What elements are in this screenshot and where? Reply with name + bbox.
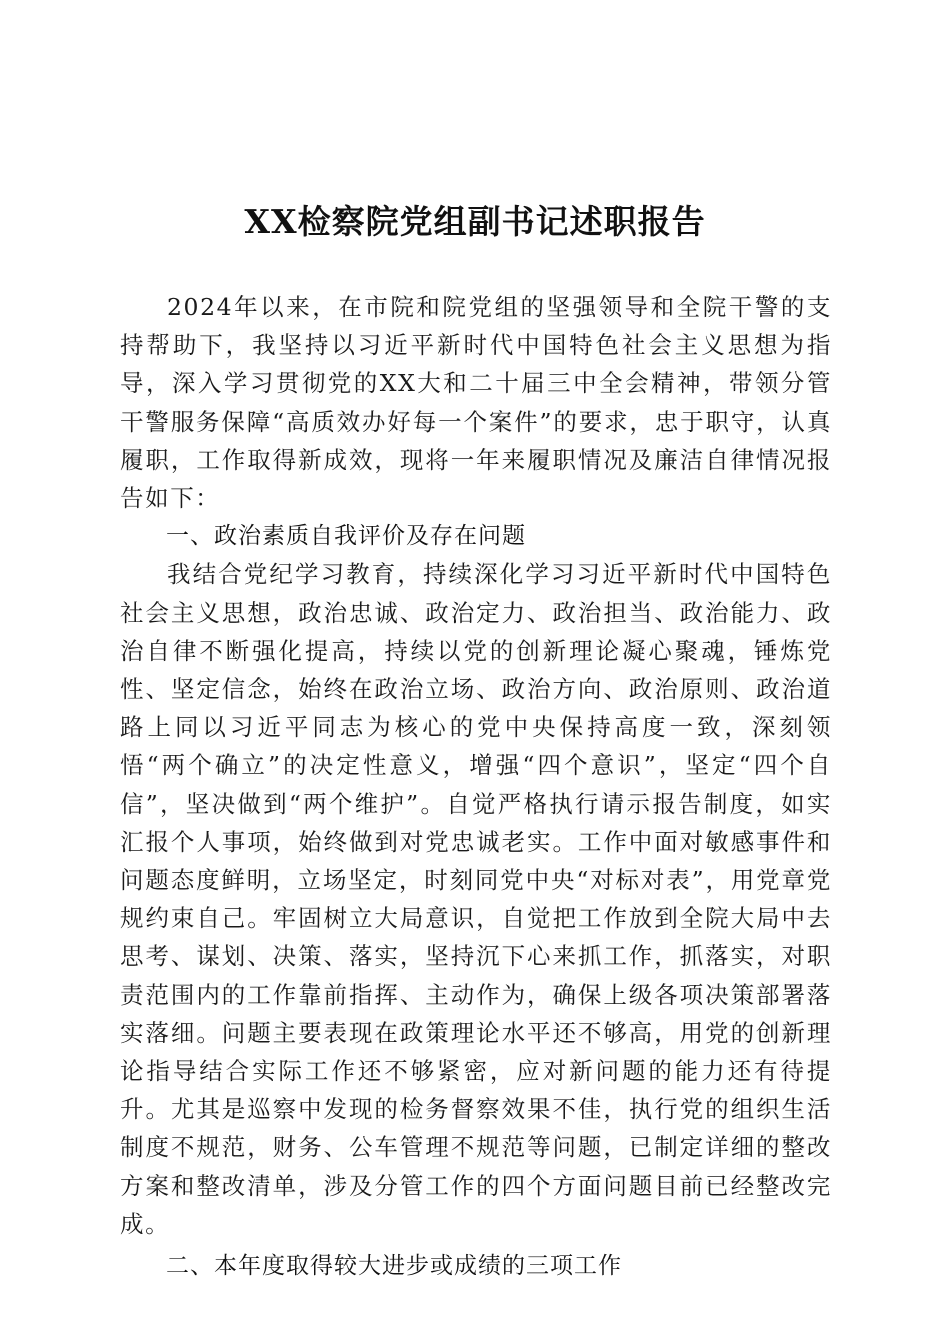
section-1-paragraph: 我结合党纪学习教育，持续深化学习习近平新时代中国特色社会主义思想，政治忠诚、政治定力、政治担当、政治能力、政治自律不断强化提高，持续以党的创新理论凝心聚魂，锤炼党性、坚定信念，始终在政治立场、政治方向、政治原则、政治道路上同以习近平同志为核心的党中央保持高度一致，深刻领悟“两个确立”的决定性意义，增强“四个意识”，坚定“四个自信”，坚决做到“两个维护”。自觉严格执行请示报告制度，如实汇报个人事项，始终做到对党忠诚老实。工作中面对敏感事件和问题态度鲜明，立场坚定，时刻同党中央“对标对表”，用党章党规约束自己。牢固树立大局意识，自觉把工作放到全院大局中去思考、谋划、决策、落实，坚持沉下心来抓工作，抓落实，对职责范围内的工作靠前指挥、主动作为，确保上级各项决策部署落实落细。问题主要表现在政策理论水平还不够高，用党的创新理论指导结合实际工作还不够紧密，应对新问题的能力还有待提升。尤其是巡察中发现的检务督察效果不佳，执行党的组织生活制度不规范，财务、公车管理不规范等问题，已制定详细的整改方案和整改清单，涉及分管工作的四个方面问题目前已经整改完成。 (120, 560, 832, 1238)
section-2-heading: 二、本年度取得较大进步或成绩的三项工作 (166, 1253, 622, 1280)
intro-paragraph: 2024年以来，在市院和院党组的坚强领导和全院干警的支持帮助下，我坚持以习近平新时代中国特色社会主义思想为指导，深入学习贯彻党的XX大和二十届三中全会精神，带领分管干警服务保障“高质效办好每一个案件”的要求，忠于职守，认真履职，工作取得新成效，现将一年来履职情况及廉洁自律情况报告如下： (120, 293, 832, 513)
section-1-heading: 一、政治素质自我评价及存在问题 (166, 523, 526, 550)
document-body (120, 288, 832, 1285)
document-title: XX检察院党组副书记述职报告 (244, 202, 706, 241)
